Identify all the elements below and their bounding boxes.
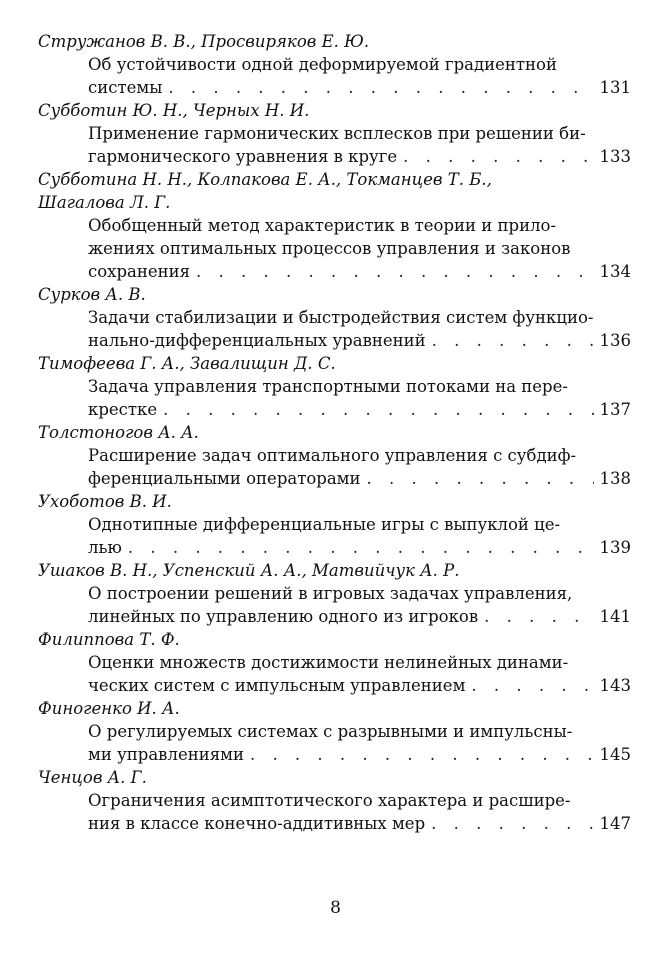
- toc-entry-page: 139: [599, 538, 631, 557]
- toc-entry-authors: Сурков А. В.: [38, 285, 146, 304]
- toc-entry-title: [0, 375, 671, 421]
- toc-entry: [0, 283, 671, 352]
- toc-entry-page: 147: [599, 814, 631, 833]
- toc-entry-authors: Тимофеева Г. А., Завалищин Д. С.: [38, 354, 336, 373]
- dot-leader: [431, 812, 593, 835]
- toc-entry-last-line: [88, 76, 631, 99]
- table-of-contents: [0, 30, 671, 835]
- toc-entry-title-line: ми управлениями: [88, 745, 244, 764]
- toc-entry-title-line: ференциальными операторами: [88, 469, 361, 488]
- dot-leader: [403, 145, 593, 168]
- toc-entry-title-line: ческих систем с импульсным управлением: [88, 676, 466, 695]
- dot-leader: [168, 76, 593, 99]
- toc-entry: [0, 99, 671, 168]
- dot-leader: [471, 674, 593, 697]
- toc-entry-last-line: [88, 812, 631, 835]
- toc-entry-authors: Шагалова Л. Г.: [38, 193, 171, 212]
- toc-entry-title: [0, 214, 671, 283]
- toc-entry: [0, 628, 671, 697]
- page-number: 8: [330, 898, 341, 918]
- toc-entry-title-line: нально-дифференциальных уравнений: [88, 331, 426, 350]
- toc-entry-authors: Ченцов А. Г.: [38, 768, 147, 787]
- toc-entry-title-line: Об устойчивости одной деформируемой градиентной: [88, 55, 557, 74]
- dot-leader: [367, 467, 594, 490]
- toc-entry-authors: Филиппова Т. Ф.: [38, 630, 180, 649]
- toc-entry-last-line: [88, 605, 631, 628]
- toc-entry: [0, 352, 671, 421]
- dot-leader: [250, 743, 594, 766]
- toc-entry-title-line: Расширение задач оптимального управления с субдиф-: [88, 446, 577, 465]
- toc-entry-title: [0, 513, 671, 559]
- toc-entry-last-line: [88, 398, 631, 421]
- toc-entry-title-line: жениях оптимальных процессов управления и законов: [88, 239, 571, 258]
- toc-entry-title-line: лью: [88, 538, 122, 557]
- toc-entry-title-line: О построении решений в игровых задачах управления,: [88, 584, 573, 603]
- toc-entry-authors: Ушаков В. Н., Успенский А. А., Матвийчук А. Р.: [38, 561, 460, 580]
- toc-entry-title-line: гармонического уравнения в круге: [88, 147, 398, 166]
- toc-entry: [0, 421, 671, 490]
- toc-entry-page: 137: [599, 400, 631, 419]
- toc-entry: [0, 168, 671, 283]
- toc-entry-title-line: линейных по управлению одного из игроков: [88, 607, 479, 626]
- toc-entry-title: [0, 306, 671, 352]
- toc-entry-title-line: Обобщенный метод характеристик в теории и прило-: [88, 216, 557, 235]
- toc-entry-title-line: Задача управления транспортными потоками на пере-: [88, 377, 568, 396]
- toc-entry-page: 133: [599, 147, 631, 166]
- toc-entry-last-line: [88, 743, 631, 766]
- toc-entry-last-line: [88, 260, 631, 283]
- toc-entry-title-line: ния в классе конечно-аддитивных мер: [88, 814, 426, 833]
- toc-entry-last-line: [88, 674, 631, 697]
- toc-entry-page: 134: [599, 262, 631, 281]
- toc-entry: [0, 766, 671, 835]
- toc-entry-title-line: Применение гармонических всплесков при решении би-: [88, 124, 586, 143]
- dot-leader: [128, 536, 594, 559]
- toc-entry-title-line: Однотипные дифференциальные игры с выпуклой це-: [88, 515, 561, 534]
- toc-entry-authors: Толстоногов А. А.: [38, 423, 199, 442]
- toc-entry-title: [0, 122, 671, 168]
- toc-entry-authors: Субботина Н. Н., Колпакова Е. А., Токманцев Т. Б.,: [38, 170, 492, 189]
- toc-entry-title-line: О регулируемых системах с разрывными и импульсны-: [88, 722, 573, 741]
- toc-entry-page: 136: [599, 331, 631, 350]
- toc-entry-title-line: Задачи стабилизации и быстродействия систем функцио-: [88, 308, 594, 327]
- dot-leader: [432, 329, 594, 352]
- toc-entry-page: 143: [599, 676, 631, 695]
- toc-entry-last-line: [88, 467, 631, 490]
- toc-entry-page: 145: [599, 745, 631, 764]
- toc-entry-title-line: крестке: [88, 400, 158, 419]
- toc-entry-title-line: Оценки множеств достижимости нелинейных динами-: [88, 653, 569, 672]
- toc-entry-authors: Финогенко И. А.: [38, 699, 180, 718]
- toc-entry-title: [0, 789, 671, 835]
- toc-entry-title: [0, 582, 671, 628]
- toc-entry-page: 131: [599, 78, 631, 97]
- toc-entry-title-line: Ограничения асимптотического характера и расшире-: [88, 791, 571, 810]
- toc-entry: [0, 490, 671, 559]
- dot-leader: [484, 605, 593, 628]
- dot-leader: [163, 398, 593, 421]
- toc-entry-last-line: [88, 329, 631, 352]
- toc-entry-last-line: [88, 145, 631, 168]
- toc-entry: [0, 559, 671, 628]
- toc-entry-page: 141: [599, 607, 631, 626]
- toc-entry-title-line: системы: [88, 78, 163, 97]
- dot-leader: [196, 260, 593, 283]
- toc-entry: [0, 30, 671, 99]
- toc-entry: [0, 697, 671, 766]
- toc-entry-title: [0, 444, 671, 490]
- toc-entry-authors: Стружанов В. В., Просвиряков Е. Ю.: [38, 32, 370, 51]
- toc-entry-title: [0, 720, 671, 766]
- toc-entry-authors: Субботин Ю. Н., Черных Н. И.: [38, 101, 310, 120]
- toc-entry-last-line: [88, 536, 631, 559]
- toc-entry-authors: Ухоботов В. И.: [38, 492, 172, 511]
- toc-entry-title: [0, 53, 671, 99]
- toc-entry-title-line: сохранения: [88, 262, 191, 281]
- toc-entry-page: 138: [599, 469, 631, 488]
- toc-entry-title: [0, 651, 671, 697]
